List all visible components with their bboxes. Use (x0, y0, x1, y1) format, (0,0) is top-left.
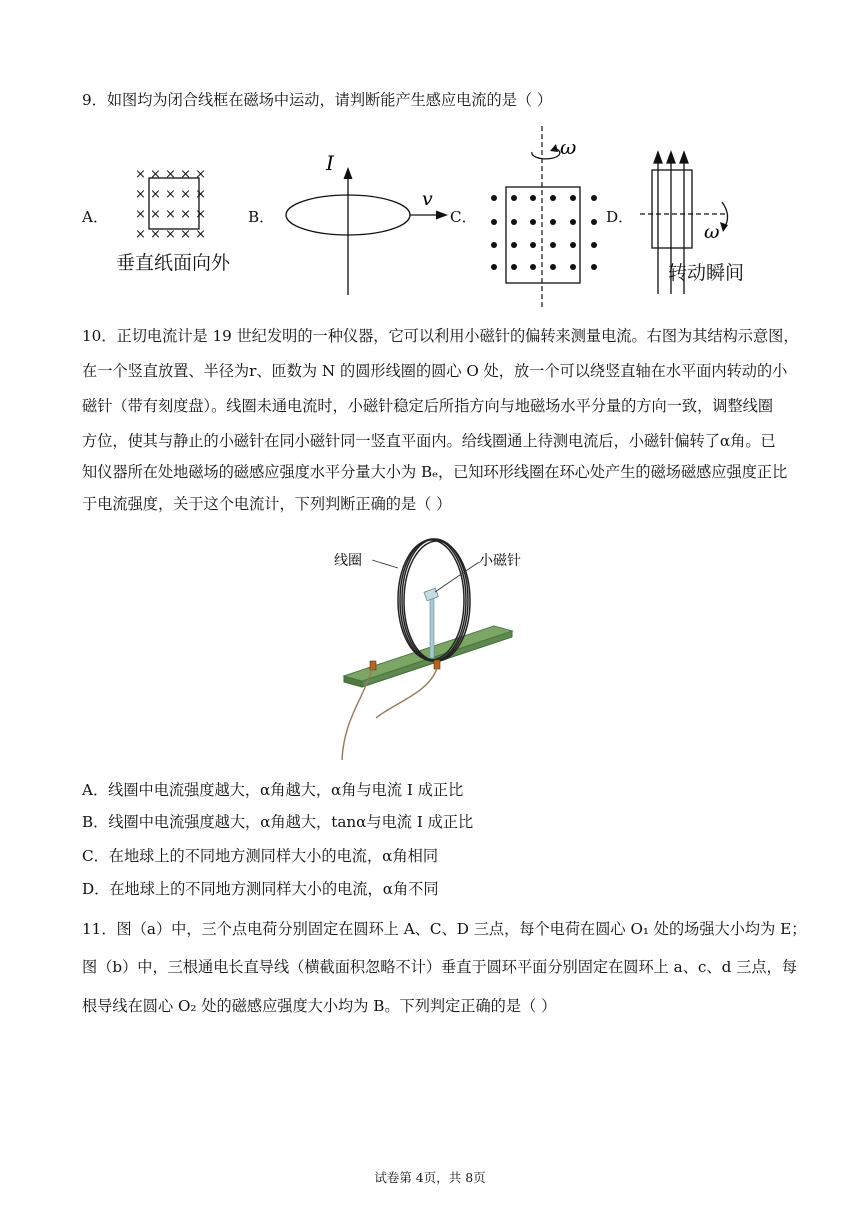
coil-label: 线圈 (334, 553, 362, 569)
q10-option-c: C．在地球上的不同地方测同样大小的电流，α角相同 (82, 847, 439, 865)
q11-line-2: 图（b）中，三根通电长直导线（横截面积忽略不计）垂直于圆环平面分别固定在圆环上 a、c、d 三点，每 (82, 958, 797, 976)
omega-symbol: ω (560, 135, 577, 159)
page-footer: 试卷第 4页，共 8页 (374, 1170, 486, 1185)
omega-symbol-d: ω (704, 221, 720, 243)
q10-tangent-galvanometer-figure (334, 528, 524, 764)
loop-c (506, 187, 580, 283)
q9-option-c-label: C． (450, 208, 477, 226)
q9-figure-a (128, 162, 228, 250)
q10-option-d: D．在地球上的不同地方测同样大小的电流，α角不同 (82, 880, 439, 898)
current-symbol: I (326, 151, 334, 175)
q10-line-6: 于电流强度，关于这个电流计，下列判断正确的是（ ） (82, 495, 452, 513)
svg-text:× × × × ×: × × × × × (135, 207, 206, 222)
q11-line-1: 11．图（a）中，三个点电荷分别固定在圆环上 A、C、D 三点，每个电荷在圆心 O₁ 处的场强大小均为 E； (82, 920, 807, 938)
svg-text:× × × × ×: × × × × × (135, 187, 206, 202)
dot-field-marks (491, 195, 597, 270)
q10-line-3: 磁针（带有刻度盘）。线圈未通电流时，小磁针稳定后所指方向与地磁场水平分量的方向一致，调整线圈 (82, 397, 774, 415)
velocity-symbol: v (422, 188, 433, 210)
q9-option-a-label: A． (82, 208, 109, 226)
q10-option-a: A．线圈中电流强度越大，α角越大，α角与电流 I 成正比 (82, 781, 464, 799)
q10-line-4: 方位，使其与静止的小磁针在同小磁针同一竖直平面内。给线圈通上待测电流后，小磁针偏转了α角。已 (82, 432, 776, 450)
q9-figure-c (484, 124, 608, 310)
q10-line-5: 知仪器所在处地磁场的磁感应强度水平分量大小为 Bₑ，已知环形线圈在环心处产生的磁场磁感应强度正比 (82, 463, 788, 481)
q9-stem: 9．如图均为闭合线框在磁场中运动，请判断能产生感应电流的是（ ） (82, 91, 553, 109)
q10-line-2: 在一个竖直放置、半径为r、匝数为 N 的圆形线圈的圆心 O 处，放一个可以绕竖直轴在水平面内转动的小 (82, 362, 788, 380)
q9-option-b-label: B． (248, 208, 275, 226)
needle-label: 小磁针 (479, 553, 521, 569)
q9-option-a-caption: 垂直纸面向外 (116, 252, 231, 274)
q9-option-d-caption: 转动瞬间 (668, 262, 745, 284)
svg-text:× × × × ×: × × × × × (135, 167, 206, 182)
q9-figure-b (284, 145, 454, 300)
q10-line-1: 10．正切电流计是 19 世纪发明的一种仪器，它可以利用小磁针的偏转来测量电流。右图为其结构示意图， (82, 327, 799, 345)
q9-option-d-label: D． (606, 208, 634, 226)
svg-text:× × × × ×: × × × × × (135, 227, 206, 242)
q10-option-b: B．线圈中电流强度越大，α角越大，tanα与电流 I 成正比 (82, 813, 474, 831)
q11-line-3: 根导线在圆心 O₂ 处的磁感应强度大小均为 B。下列判定正确的是（ ） (82, 997, 557, 1015)
